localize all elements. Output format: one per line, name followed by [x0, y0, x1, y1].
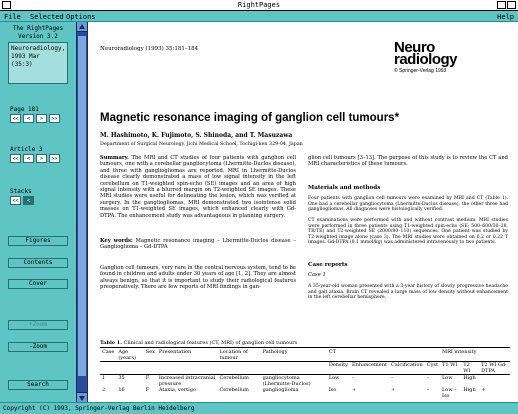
cell [479, 375, 510, 388]
th-sex: Sex [145, 349, 155, 355]
summary-heading: Summary. [100, 155, 129, 161]
cell: – [426, 375, 430, 381]
summary-block [100, 155, 296, 219]
scroll-down-arrow-icon[interactable] [77, 392, 87, 402]
cell: Cerebellum [219, 375, 249, 381]
th-mri-t1: T1 WI [441, 362, 458, 368]
window-titlebar [0, 0, 518, 11]
keywords-text: Magnetic resonance imaging – Lhermitte-Duclos disease – Ganglioglioma – Gd-DTPA [100, 238, 296, 251]
stacks-label: Stacks [10, 188, 32, 195]
intro-text: Ganglion cell tumours, very rare in the central nervous system, tend to be found in children and adults under 30 years of age [1, 2]. They are almost always benign, so that it is important to study their radiological features preoperatively. There are few reports of MRI findings in gan- [100, 265, 296, 291]
stacks-first-button[interactable]: << [10, 196, 21, 205]
keywords-heading: Key words: [100, 238, 133, 244]
cell: – [426, 387, 430, 393]
article-first-button[interactable]: << [10, 154, 21, 163]
th-mri-t2: T2 WI [463, 362, 471, 374]
th-ct-calcification: Calcification [390, 362, 423, 368]
table-caption [100, 340, 510, 348]
case1-heading: Case 1 [308, 272, 326, 278]
article-authors: M. Hashimoto, K. Fujimoto, S. Shinoda, and T. Masuzawa [100, 132, 293, 139]
zoom-in-button[interactable]: +Zoom [8, 320, 68, 330]
cell: Increased intracranial pressure [158, 375, 216, 387]
cell: – [390, 375, 394, 381]
th-mri: MRI intensity [441, 349, 477, 355]
copyright-text: Copyright (C) 1993, Springer-Verlag Berlin Heidelberg [3, 405, 195, 412]
th-ct-cyst: Cyst [426, 362, 438, 368]
menu-help[interactable]: Help [497, 13, 514, 21]
cell: – [352, 375, 355, 381]
th-age: Age (years) [118, 349, 136, 361]
table-row [100, 387, 510, 399]
menu-bar [0, 11, 518, 22]
citation: Neuroradiology (1993) 35:181–184 [100, 46, 199, 52]
menu-file[interactable]: File [4, 13, 21, 21]
page-last-button[interactable]: >> [49, 114, 60, 123]
logo-bottom: radiology [394, 51, 458, 68]
features-table [100, 349, 510, 399]
cell: ganglioglioma [262, 387, 299, 393]
maximize-button[interactable] [507, 1, 516, 9]
journal-logo [394, 39, 458, 68]
article-next-button[interactable]: > [36, 154, 47, 163]
cell: 16 [118, 387, 125, 393]
article-label: Article 3 [10, 146, 43, 153]
cell: 2 [102, 387, 106, 393]
cell: + [352, 387, 357, 393]
table-caption-head: Table 1. [100, 340, 123, 346]
cell: gangliocytoma (Lhermitte-Duclos) [262, 375, 311, 387]
th-location: Location of tumour [219, 349, 248, 361]
th-ct-density: Density [328, 362, 348, 368]
scroll-thumb[interactable] [78, 36, 86, 376]
menu-options[interactable]: Options [66, 13, 96, 21]
cell: 35 [118, 375, 125, 381]
cell: High [463, 387, 476, 393]
version-line-1: The RightPages [12, 25, 64, 32]
cover-button[interactable]: Cover [8, 279, 68, 289]
status-bar [0, 402, 518, 414]
th-presentation: Presentation [158, 349, 192, 355]
journal-name: Neuroradiology, [11, 45, 66, 52]
th-case: Case [102, 349, 115, 355]
journal-info-box [8, 42, 68, 84]
methods-text-2: CT examinations were performed with and without contrast medium. MRI studies were performed in three patients using T1-weighted spin-echo (SE; 500–600/30–38, TR/TE) and T2-weighted SE (2000/80–110) sequences. One patient was studied by T2-weighted image alone (case 3). The MRI studies were obtained on 0.2 or 0.22 T images. Gd-DTPA (0.1 mmol/kg) was administered intravenously to two patients. [308, 218, 508, 246]
vertical-scrollbar[interactable] [76, 22, 88, 402]
scroll-up-arrow-icon[interactable] [77, 22, 87, 32]
cell: 1 [102, 375, 106, 381]
left-control-panel [0, 22, 76, 402]
article-title: Magnetic resonance imaging of ganglion cell tumours* [100, 112, 400, 124]
cell: Low [328, 375, 340, 381]
table-subheader-row [100, 362, 510, 375]
cell: Iso [328, 387, 337, 393]
th-pathology: Pathology [262, 349, 288, 355]
version-line-2: Version 3.2 [18, 33, 58, 40]
methods-text: Four patients with ganglion cell tumours were examined by MRI and CT (Table 1). One had a cerebellar gangliocytoma (Lhermitte-Duclos disease), the other three had gangliogliomas. All diagnoses were histologically verified. [308, 196, 508, 213]
case1-text: A 35-year-old woman presented with a 3-year history of slowly progressive headache and gait ataxia. Brain CT revealed a large mass of low density without enhancement in the left cerebellar hemisphere, [308, 284, 508, 301]
logo-top: Neuro [394, 39, 435, 56]
search-button[interactable]: Search [8, 380, 68, 390]
page-first-button[interactable]: << [10, 114, 21, 123]
figures-button[interactable]: Figures [8, 236, 68, 246]
version-info [8, 25, 68, 40]
page-view[interactable] [88, 22, 518, 402]
menu-selected[interactable]: Selected [30, 13, 64, 21]
cell: F [145, 387, 150, 393]
table-row [100, 375, 510, 388]
page-prev-button[interactable]: < [23, 114, 34, 123]
cell: + [481, 387, 486, 393]
th-mri-gd: T2 WI Gd-DTPA [481, 362, 507, 374]
cell: Cerebellum [219, 387, 249, 393]
article-affiliation: Department of Surgical Neurology, Jichi Medical School, Tochigi-ken 329-04, Japan [100, 142, 303, 147]
cell: F [145, 375, 150, 381]
stacks-prev-button[interactable]: < [23, 196, 34, 205]
right-column-top: glion cell tumours [3–13]. The purpose of this study is to review the CT and MRI characteristics of these tumours. [308, 155, 508, 168]
cell: Low [441, 375, 453, 381]
minimize-button[interactable] [497, 1, 506, 9]
window-title: RightPages [237, 1, 281, 9]
page-label: Page 181 [10, 106, 39, 113]
methods-heading: Materials and methods [308, 185, 381, 191]
contents-button[interactable]: Contents [8, 258, 68, 268]
cell: High [463, 375, 476, 381]
th-ct: CT [328, 349, 336, 355]
article-last-button[interactable]: >> [49, 154, 60, 163]
keywords-block [100, 238, 296, 251]
case-reports-heading: Case reports [308, 262, 348, 268]
article-prev-button[interactable]: < [23, 154, 34, 163]
table-caption-text: Clinical and radiological features (CT, MRI) of ganglion cell tumours [123, 340, 298, 346]
logo-publisher: © Springer-Verlag 1993 [394, 68, 447, 74]
journal-issue: 1993 Mar (35:3) [11, 53, 40, 68]
summary-text: The MRI and CT studies of four patients with ganglion cell tumours, one with a cerebellar gangliocytoma (Lhermitte-Duclos disease), and three with gangliogliomas are reported. MRI in Lhermitte-Duclos disease clearly demonstrated a mass of low signal intensity in the left cerebellum on T1-weighted spin-echo (SE) images and an area of high signal intensity with a blurred margin on T2-weighted SE images. These MRI studies were useful for delineating the lesion, which was verified at surgery. In the gangliogliomas, MRI demonstrated two isointense solid masses on T1-weighted SE images, which enhanced clearly with Gd-DTPA. The enhancement study was advantageous in planning surgery. [100, 155, 296, 219]
cell: Low – Iso [441, 387, 457, 399]
th-ct-enhancement: Enhancement [352, 362, 387, 368]
table-header-row [100, 349, 510, 362]
zoom-out-button[interactable]: -Zoom [8, 342, 68, 352]
cell: Ataxia, vertigo [158, 387, 196, 393]
cell: + [390, 387, 396, 393]
page-next-button[interactable]: > [36, 114, 47, 123]
